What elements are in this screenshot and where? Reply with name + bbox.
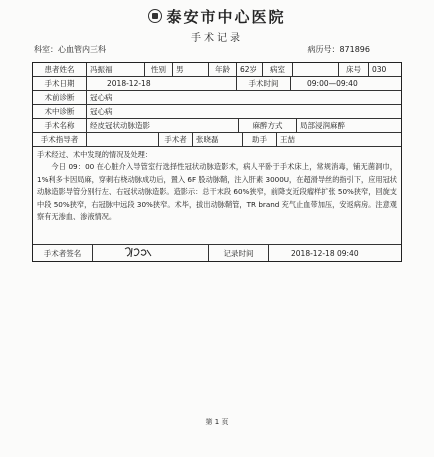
ward-label: 病室 (263, 63, 293, 76)
age-value: 62岁 (237, 63, 263, 76)
director-label: 手术指导者 (33, 133, 87, 146)
bed-label: 床号 (339, 63, 369, 76)
surgeon-label: 手术者 (159, 133, 193, 146)
surgery-date-label: 手术日期 (33, 77, 87, 90)
procedure-details (33, 147, 401, 245)
hospital-logo-icon (148, 9, 162, 23)
surgery-time: 09:00—09:40 (307, 79, 358, 88)
signature-cell (93, 245, 209, 261)
pre-op-diagnosis-label: 术前诊断 (33, 91, 87, 104)
intra-op-diagnosis-row (33, 105, 401, 119)
handwritten-signature (123, 247, 153, 259)
pre-op-diagnosis: 冠心病 (90, 93, 113, 102)
surgeon-name: 张晓磊 (193, 133, 243, 146)
anesthesia-label: 麻醉方式 (239, 119, 297, 132)
age-label: 年龄 (209, 63, 237, 76)
staff-row (33, 133, 401, 147)
patient-row (33, 63, 401, 77)
surgery-date-row (33, 77, 401, 91)
record-time-label: 记录时间 (209, 245, 269, 261)
anesthesia-method: 局部浸润麻醉 (300, 121, 345, 130)
director-value (87, 133, 159, 146)
patient-name-label: 患者姓名 (33, 63, 87, 76)
surgery-date: 2018-12-18 (87, 77, 237, 90)
intra-op-diagnosis: 冠心病 (90, 107, 113, 116)
procedure-heading: 手术经过、术中发现的情况及处理： (37, 150, 153, 159)
intra-op-diagnosis-label: 术中诊断 (33, 105, 87, 118)
record-time: 2018-12-18 09:40 (291, 248, 359, 258)
assistant-name: 王喆 (280, 135, 295, 144)
surgery-record-form (32, 62, 402, 262)
hospital-name: 泰安市中心医院 (166, 8, 286, 26)
record-title: 手术记录 (191, 33, 243, 44)
assistant-label: 助手 (243, 133, 277, 146)
procedure-text: 今日 09：00 在心脏介入导管室行选择性冠状动脉造影术，病人平卧于手术床上，常规消毒，铺无菌洞巾，1%利多卡因局麻，穿刺右桡动脉成功后，置入 6F 股动脉鞘，注入肝素 3000U，在超滑导丝的指引下，应用冠状动脉造影导管分别行左、右冠状动脉造影。造影示：总干末段 60%狭窄，前降支近段瘤样扩张 50%狭窄，回旋支中段 50%狭窄，右冠脉中远段 30%狭窄。术毕，拔出动脉鞘管，TR brand 充气止血带加压，安返病房。注意观察有无渗血、渗液情况。 (37, 162, 397, 222)
surgery-time-label: 手术时间 (237, 77, 291, 90)
signoff-row (33, 245, 401, 261)
pre-op-diagnosis-row (33, 91, 401, 105)
ward-value (293, 63, 339, 76)
record-number: 病历号：871896 (307, 45, 370, 54)
meta-line (34, 44, 370, 55)
surgery-name-label: 手术名称 (33, 119, 87, 132)
surgery-name: 经皮冠状动脉造影 (87, 119, 239, 132)
patient-name: 冯振福 (87, 63, 145, 76)
surgery-name-row (33, 119, 401, 133)
sex-label: 性别 (145, 63, 173, 76)
signer-label: 手术者签名 (33, 245, 93, 261)
page-number: 第 1 页 (205, 418, 229, 426)
department: 科室：心血管内三科 (34, 45, 106, 54)
hospital-header (0, 6, 434, 27)
sex-value: 男 (173, 63, 209, 76)
bed-value: 030 (372, 65, 387, 74)
